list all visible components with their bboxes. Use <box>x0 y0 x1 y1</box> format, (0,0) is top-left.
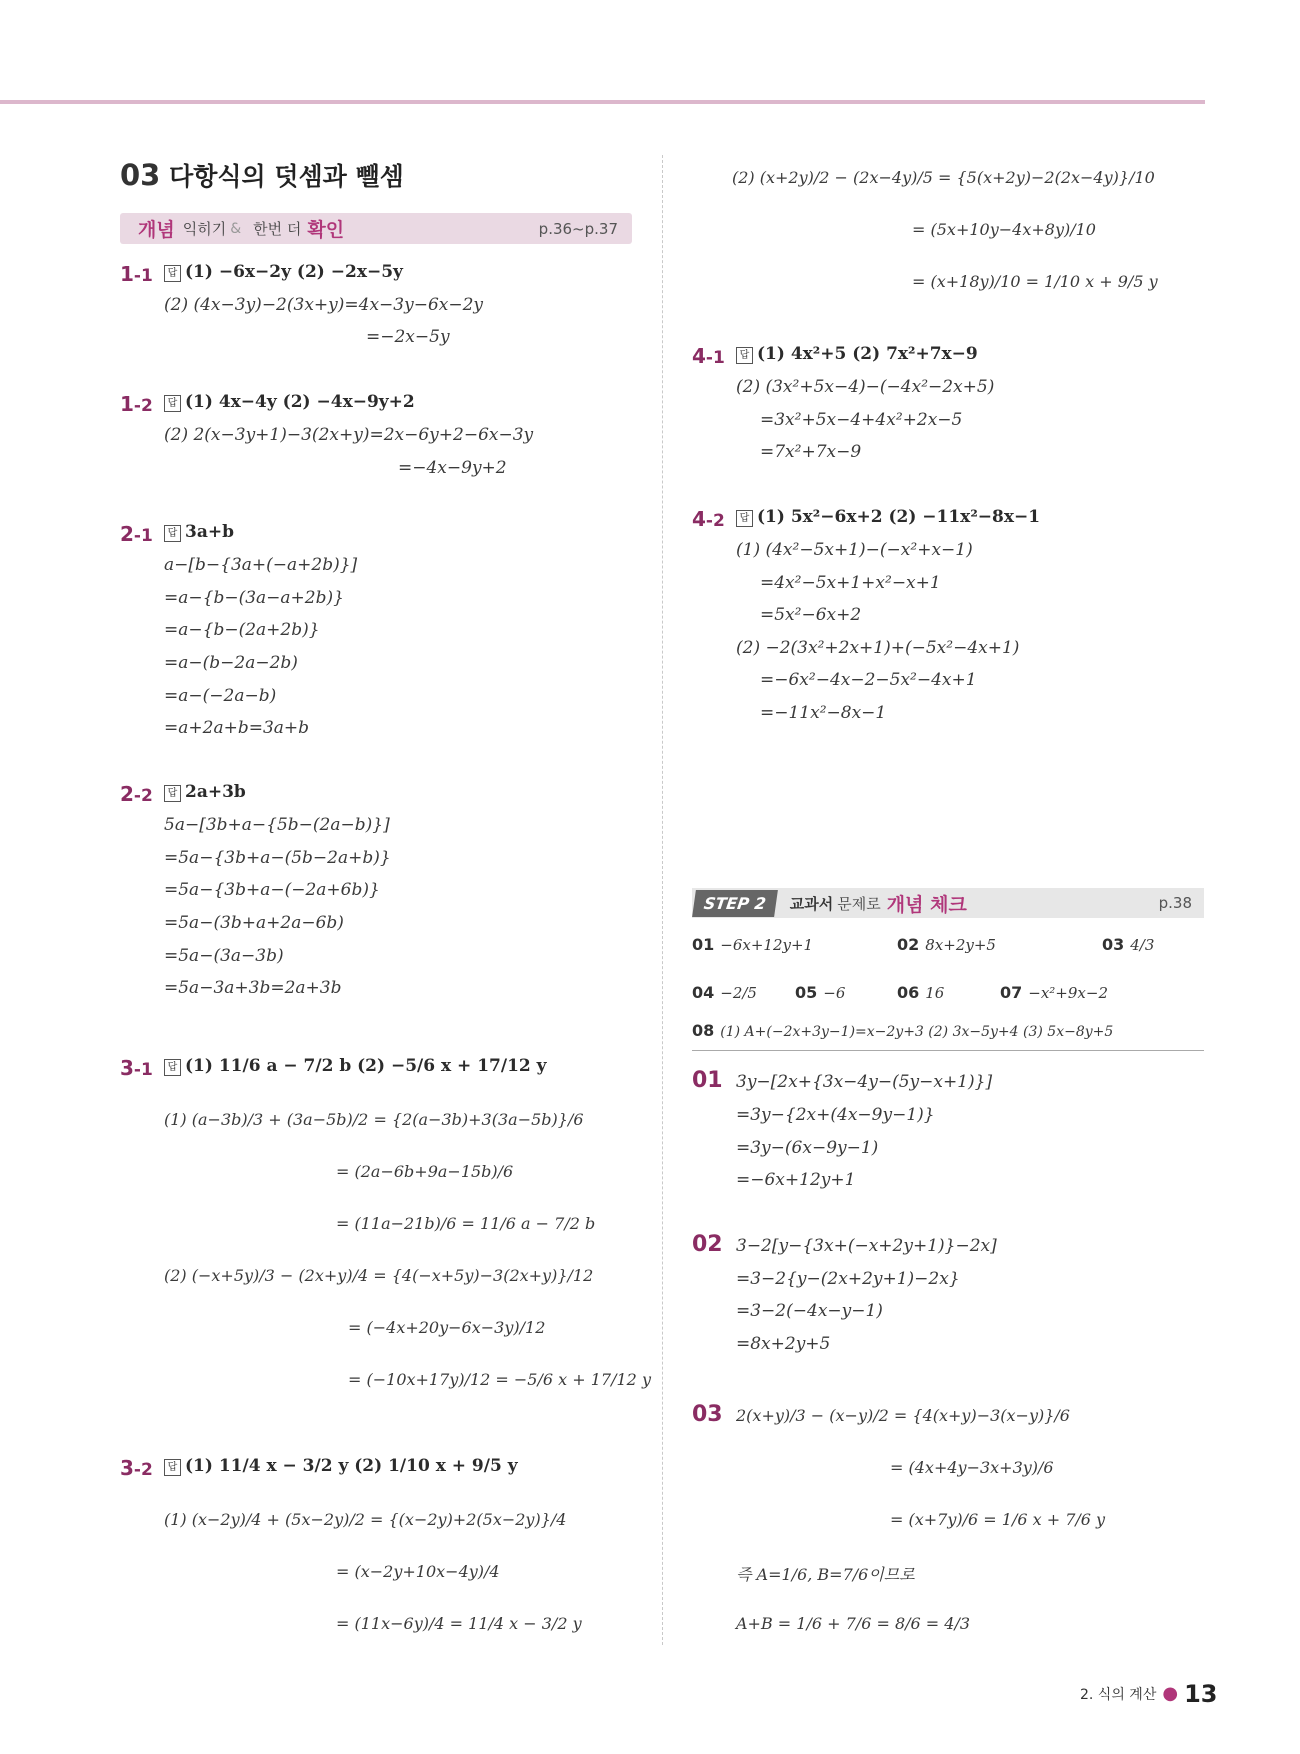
solution-line: =5a−3a+3b=2a+3b <box>164 978 342 998</box>
solution-line: (2) (x+2y)/2 − (2x−4y)/5 = {5(x+2y)−2(2x−4y)}/10 <box>732 168 1155 187</box>
step2-answer: 01 −6x+12y+1 <box>692 935 814 954</box>
solution-line: =5a−{3b+a−(−2a+6b)} <box>164 880 380 900</box>
answer-mark: 답 <box>164 1059 181 1076</box>
solution-line: (1) (4x²−5x+1)−(−x²+x−1) <box>736 540 973 560</box>
answer: 답 (1) 11/6 a − 7/2 b (2) −5/6 x + 17/12 y <box>164 1056 547 1076</box>
answer-mark: 답 <box>164 525 181 542</box>
solution-number: 03 <box>692 1402 723 1427</box>
step2-t3: 개념 체크 <box>886 893 967 916</box>
solution-line: a−[b−{3a+(−a+2b)}] <box>164 555 358 575</box>
answer: 답 (1) 4x−4y (2) −4x−9y+2 <box>164 392 415 412</box>
solution-line: = (−4x+20y−6x−3y)/12 <box>348 1318 546 1337</box>
answer-mark: 답 <box>736 510 753 527</box>
section-title <box>120 157 404 193</box>
solution-line: =a−(b−2a−2b) <box>164 653 298 673</box>
step2-answer: 06 16 <box>897 983 945 1002</box>
step2-t2: 문제로 <box>837 894 881 913</box>
answer: 답 (1) 4x²+5 (2) 7x²+7x−9 <box>736 344 978 364</box>
solution-line: = (11x−6y)/4 = 11/4 x − 3/2 y <box>336 1614 582 1633</box>
solution-line: =3y−{2x+(4x−9y−1)} <box>736 1105 935 1125</box>
solution-line: =4x²−5x+1+x²−x+1 <box>760 573 941 593</box>
answer-mark: 답 <box>164 1459 181 1476</box>
solution-number: 01 <box>692 1068 723 1093</box>
solution-line: = (−10x+17y)/12 = −5/6 x + 17/12 y <box>348 1370 651 1389</box>
solution-line: = (11a−21b)/6 = 11/6 a − 7/2 b <box>336 1214 596 1233</box>
solution-line: = (x−2y+10x−4y)/4 <box>336 1562 500 1581</box>
solution-line: =−6x²−4x−2−5x²−4x+1 <box>760 670 977 690</box>
column-divider <box>662 155 663 1645</box>
page-footer <box>1080 1680 1217 1708</box>
solution-line: =3y−(6x−9y−1) <box>736 1138 879 1158</box>
answer-mark: 답 <box>736 347 753 364</box>
solution-line: =−4x−9y+2 <box>398 458 507 478</box>
solution-line: (1) (x−2y)/4 + (5x−2y)/2 = {(x−2y)+2(5x−2y)}/4 <box>164 1510 567 1529</box>
answer: 답 (1) −6x−2y (2) −2x−5y <box>164 262 403 282</box>
solution-line: =3x²+5x−4+4x²+2x−5 <box>760 410 963 430</box>
step2-t1: 교과서 <box>789 894 834 913</box>
solution-line: =8x+2y+5 <box>736 1334 831 1354</box>
solution-line: = (4x+4y−3x+3y)/6 <box>890 1458 1054 1477</box>
answer: 답 2a+3b <box>164 782 246 802</box>
answer: 답 (1) 11/4 x − 3/2 y (2) 1/10 x + 9/5 y <box>164 1456 518 1476</box>
solution-line: =a−{b−(2a+2b)} <box>164 620 320 640</box>
solution-line: A+B = 1/6 + 7/6 = 8/6 = 4/3 <box>736 1614 971 1633</box>
concept-banner <box>120 213 632 244</box>
section-title-text: 다항식의 덧셈과 뺄셈 <box>169 162 404 191</box>
solution-line: =−6x+12y+1 <box>736 1170 856 1190</box>
solution-line: (1) (a−3b)/3 + (3a−5b)/2 = {2(a−3b)+3(3a−5b)}/6 <box>164 1110 584 1129</box>
solution-number: 02 <box>692 1232 723 1257</box>
problem-number: 3-1 <box>120 1056 153 1080</box>
problem-number: 1-2 <box>120 392 153 416</box>
problem-number: 4-2 <box>692 507 725 531</box>
solution-line: (2) −2(3x²+2x+1)+(−5x²−4x+1) <box>736 638 1020 658</box>
banner-part1: 개념 <box>138 219 175 241</box>
solution-line: =−2x−5y <box>366 327 450 347</box>
step2-answer: 04 −2/5 <box>692 983 757 1002</box>
solution-line: 3−2[y−{3x+(−x+2y+1)}−2x] <box>736 1236 997 1256</box>
solution-line: 2(x+y)/3 − (x−y)/2 = {4(x+y)−3(x−y)}/6 <box>736 1406 1070 1425</box>
step2-answer: 05 −6 <box>795 983 846 1002</box>
banner-part2: 익히기 <box>182 220 227 238</box>
solution-line: (2) (3x²+5x−4)−(−4x²−2x+5) <box>736 377 995 397</box>
solution-line: =5a−(3b+a+2a−6b) <box>164 913 344 933</box>
chapter-label: 2. 식의 계산 <box>1080 1687 1157 1703</box>
solution-line: =5a−{3b+a−(5b−2a+b)} <box>164 848 391 868</box>
solution-line: = (x+7y)/6 = 1/6 x + 7/6 y <box>890 1510 1106 1529</box>
problem-number: 1-1 <box>120 262 153 286</box>
bullet-icon: ● <box>1162 1683 1179 1704</box>
answer: 답 (1) 5x²−6x+2 (2) −11x²−8x−1 <box>736 507 1040 527</box>
solution-line: =a−(−2a−b) <box>164 686 277 706</box>
step2-tag: STEP 2 <box>692 890 778 917</box>
solution-line: = (x+18y)/10 = 1/10 x + 9/5 y <box>912 272 1158 291</box>
answer: 답 3a+b <box>164 522 234 542</box>
solution-line: =3−2{y−(2x+2y+1)−2x} <box>736 1269 960 1289</box>
problem-number: 3-2 <box>120 1456 153 1480</box>
answer-mark: 답 <box>164 395 181 412</box>
step2-answer: 03 4/3 <box>1102 935 1155 954</box>
banner-part3: 한번 더 <box>253 220 302 238</box>
solution-line: 3y−[2x+{3x−4y−(5y−x+1)}] <box>736 1072 993 1092</box>
step2-answer: 02 8x+2y+5 <box>897 935 996 954</box>
problem-number: 4-1 <box>692 344 725 368</box>
top-rule <box>0 100 1205 104</box>
answer-mark: 답 <box>164 265 181 282</box>
section-number: 03 <box>120 158 161 192</box>
solution-line: =5x²−6x+2 <box>760 605 862 625</box>
solution-line: =5a−(3a−3b) <box>164 946 284 966</box>
solution-line: =a−{b−(3a−a+2b)} <box>164 588 344 608</box>
banner-amp: & <box>230 220 242 237</box>
solution-line: = (5x+10y−4x+8y)/10 <box>912 220 1096 239</box>
answer-mark: 답 <box>164 785 181 802</box>
solution-line: =3−2(−4x−y−1) <box>736 1301 883 1321</box>
solution-line: =a+2a+b=3a+b <box>164 718 310 738</box>
banner-page-range: p.36~p.37 <box>538 219 618 238</box>
solution-line: 5a−[3b+a−{5b−(2a−b)}] <box>164 815 390 835</box>
solution-line: (2) (−x+5y)/3 − (2x+y)/4 = {4(−x+5y)−3(2x+y)}/12 <box>164 1266 594 1285</box>
page-number: 13 <box>1184 1680 1218 1708</box>
solution-line: (2) 2(x−3y+1)−3(2x+y)=2x−6y+2−6x−3y <box>164 425 534 445</box>
problem-number: 2-1 <box>120 522 153 546</box>
step2-page: p.38 <box>1158 894 1192 912</box>
solution-line: =−11x²−8x−1 <box>760 703 887 723</box>
problem-number: 2-2 <box>120 782 153 806</box>
solution-line: 즉 A=1/6, B=7/6이므로 <box>736 1565 915 1584</box>
step2-answer: 08 (1) A+(−2x+3y−1)=x−2y+3 (2) 3x−5y+4 (3) 5x−8y+5 <box>692 1021 1114 1040</box>
step2-banner <box>692 888 1204 918</box>
solution-line: = (2a−6b+9a−15b)/6 <box>336 1162 514 1181</box>
step2-divider <box>692 1050 1204 1051</box>
banner-part4: 확인 <box>307 219 345 241</box>
step2-answer: 07 −x²+9x−2 <box>1000 983 1108 1002</box>
solution-line: (2) (4x−3y)−2(3x+y)=4x−3y−6x−2y <box>164 295 484 315</box>
solution-line: =7x²+7x−9 <box>760 442 862 462</box>
